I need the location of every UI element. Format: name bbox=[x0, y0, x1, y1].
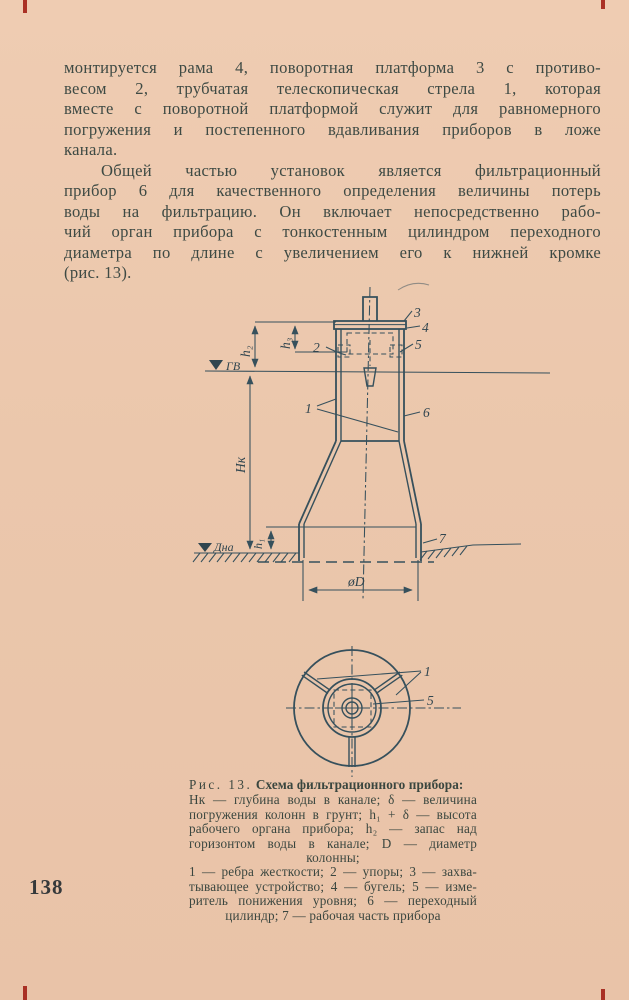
caption-legend-line: 1 — ребра жесткости; 2 — упоры; 3 — захва- bbox=[189, 864, 477, 880]
text-line: диаметра по длине с увеличением его к нижней кромке bbox=[64, 242, 601, 262]
callout-6 bbox=[404, 405, 430, 420]
gv-label: ГВ bbox=[226, 359, 241, 373]
caption-line: Нк — глубина воды в канале; δ — величина bbox=[189, 792, 477, 808]
lower-cylinder bbox=[258, 524, 434, 562]
caption-line: рабочего органа прибора; h₂ — запас над bbox=[189, 821, 477, 837]
text-line: (рис. 13). bbox=[64, 263, 132, 282]
caption-legend-line: цилиндр; 7 — рабочая часть прибора bbox=[225, 907, 441, 923]
dim-h1 bbox=[251, 531, 271, 549]
label-6: 6 bbox=[423, 405, 430, 420]
label-2: 2 bbox=[313, 340, 320, 355]
diameter-label: øD bbox=[348, 574, 365, 589]
front-view bbox=[193, 283, 550, 601]
hk-label: Нк bbox=[233, 456, 248, 473]
label-5: 5 bbox=[427, 693, 434, 708]
text-line: монтируется рама 4, поворотная платформа 3 с противо- bbox=[64, 58, 601, 77]
canal-bottom bbox=[193, 540, 521, 562]
float bbox=[364, 368, 376, 386]
top-view bbox=[286, 646, 461, 777]
page-number: 138 bbox=[29, 875, 64, 899]
dim-diameter bbox=[303, 560, 418, 601]
water-level bbox=[205, 359, 550, 373]
caption-line: колонны; bbox=[306, 850, 360, 866]
label-7: 7 bbox=[439, 531, 446, 546]
figure-caption bbox=[189, 778, 477, 923]
pencil-mark bbox=[398, 283, 429, 290]
text-line: весом 2, трубчатая телескопическая стрела 1, которая bbox=[64, 78, 601, 98]
h3-label: h₃ bbox=[278, 337, 293, 349]
callout-3 bbox=[404, 305, 421, 321]
text-line: канала. bbox=[64, 140, 118, 159]
cone-section bbox=[299, 441, 421, 524]
text-line: чий орган прибора с тонкостенным цилиндром переходного bbox=[64, 222, 601, 241]
cap-plate bbox=[334, 321, 406, 329]
text-line: вместе с поворотной платформой служит для равномерного bbox=[64, 99, 601, 118]
label-5: 5 bbox=[415, 337, 422, 352]
h2-label: h₂ bbox=[238, 345, 253, 357]
text-line: прибор 6 для качественного определения величины потерь bbox=[64, 181, 601, 200]
label-3: 3 bbox=[414, 305, 421, 320]
callout-5-top bbox=[373, 693, 434, 708]
h1-label: h₁ bbox=[251, 538, 265, 549]
caption-title bbox=[189, 778, 477, 792]
center-crosshair bbox=[335, 691, 369, 725]
ground-hatching bbox=[193, 553, 296, 562]
text-line: погружения и постепенного вдавливания приборов в ложе bbox=[64, 119, 601, 139]
callout-1-front bbox=[305, 399, 398, 432]
callout-7 bbox=[423, 531, 447, 546]
text-line: Общей частью установок является фильтрационный bbox=[101, 160, 601, 180]
text-line: воды на фильтрацию. Он включает непосредственно рабо- bbox=[64, 201, 601, 221]
label-1: 1 bbox=[305, 401, 312, 416]
label-1: 1 bbox=[424, 664, 431, 679]
caption-fig-number: Рис. 13. bbox=[189, 777, 253, 792]
dna-label: Дна bbox=[214, 540, 234, 554]
dim-hk bbox=[233, 376, 250, 549]
caption-line: погружения колонн в грунт; h₁ + δ — высота bbox=[189, 806, 477, 822]
caption-fig-title: Схема фильтрационного прибора: bbox=[255, 777, 464, 792]
level-measurer-dashed bbox=[338, 333, 402, 366]
label-4: 4 bbox=[422, 320, 429, 335]
ground-hatching bbox=[420, 546, 467, 560]
caption-line: горизонтом воды в канале; D — диаметр bbox=[189, 835, 477, 851]
centerline bbox=[363, 287, 370, 599]
caption-legend-line: ритель понижения уровня; 6 — переходный bbox=[189, 893, 477, 909]
callout-4 bbox=[407, 320, 429, 335]
caption-legend-line: тывающее устройство; 4 — бугель; 5 — изме- bbox=[189, 878, 477, 894]
